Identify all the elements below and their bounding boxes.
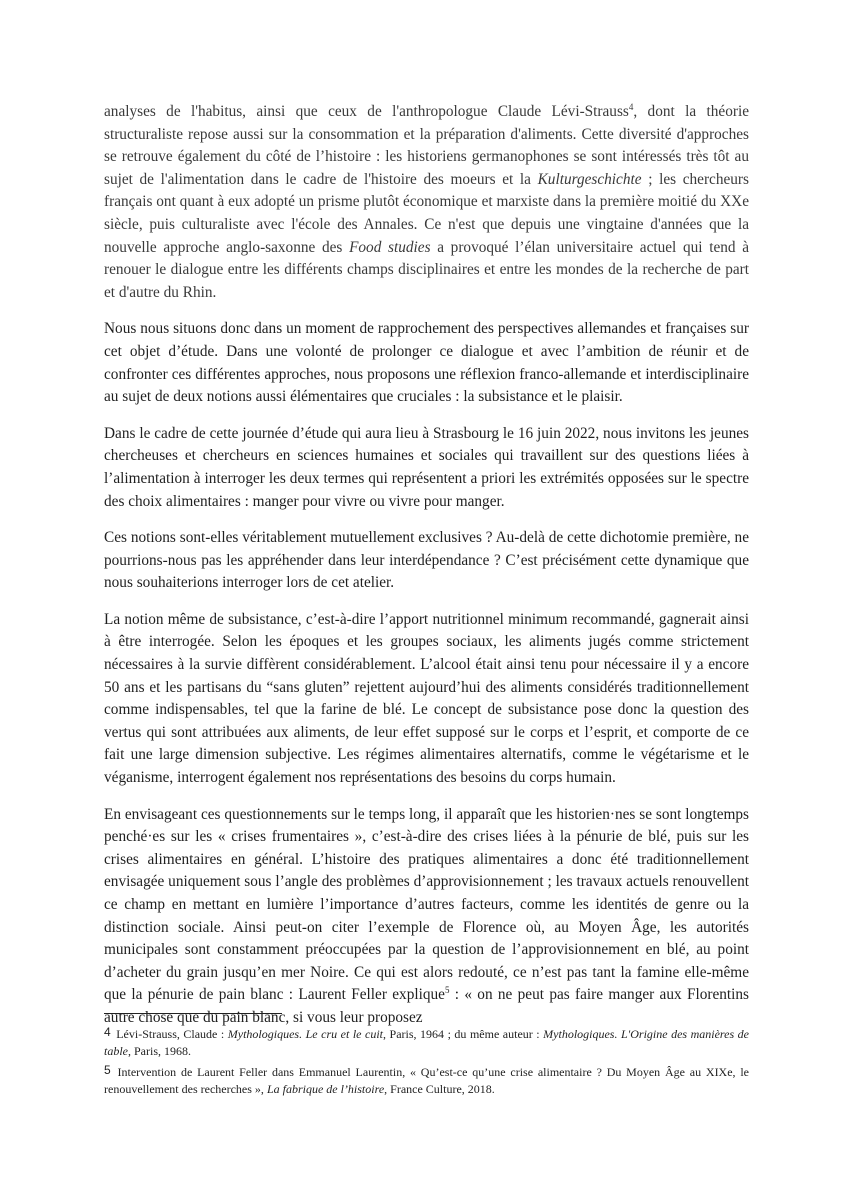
paragraph [104, 101, 749, 304]
text-run: ; les chercheurs français ont quant à eux adopté un prisme plutôt économique et marxiste dans la première moitié du XXe siècle, puis culturaliste avec l'école des Annales. Ce n'est que depuis une vingtaine d'années que la nouvelle approche anglo-saxonne des [104, 170, 749, 256]
footnote-reference[interactable]: 5 [444, 985, 450, 996]
italic-text: Mythologiques. Le cru et le cuit [227, 1027, 384, 1041]
text-run: a provoqué l’élan universitaire actuel qui tend à renouer le dialogue entre les différents champs disciplinaires et entre les mondes de la recherche de part et d'autre du Rhin. [104, 238, 750, 301]
paragraph [104, 423, 749, 513]
italic-text: Mythologiques. L'Origine des manières de table [104, 1027, 749, 1058]
text-run: , France Culture, 2018. [384, 1081, 495, 1096]
text-run: , Paris, 1968. [128, 1043, 191, 1058]
text-run: La notion même de subsistance, c’est-à-dire l’apport nutritionnel minimum recommandé, gagnerait ainsi à être interrogée. Selon les époques et les groupes sociaux, les aliments jugés comme strictement nécessaires à la survie diffèrent considérablement. L’alcool était ainsi tenu pour nécessaire il y a encore 50 ans et les partisans du “sans gluten” rejettent aujourd’hui des aliments considérés traditionnellement comme indispensables, tel que la farine de blé. Le concept de subsistance pose donc la question des vertus qui sont attribuées aux aliments, de leur effet supposé sur le corps et l’esprit, et comporte de ce fait une large dimension subjective. Les régimes alimentaires alternatifs, comme le végétarisme et le véganisme, interrogent également nos représentations des besoins du corps humain. [104, 610, 749, 787]
footnote-separator [104, 1013, 282, 1014]
text-run: En envisageant ces questionnements sur le temps long, il apparaît que les historien·nes se sont longtemps penché·es sur les « crises frumentaires », c’est-à-dire des crises liées à la pénurie de blé, puis sur les crises alimentaires en général. L’histoire des pratiques alimentaires a donc été traditionnellement envisagée uniquement sous l’angle des problèmes d’approvisionnement ; les travaux actuels renouvellent ce champ en mettant en lumière l’importance d’autres facteurs, comme les identités de genre ou la distinction sociale. Ainsi peut-on citer l’exemple de Florence où, au Moyen Âge, les autorités municipales sont constamment préoccupées par la question de l’approvisionnement en blé, au point d’acheter du grain jusqu’en mer Noire. Ce qui est alors redouté, ce n’est pas tant la famine elle-même que la pénurie de pain blanc : Laurent Feller explique [104, 805, 749, 1004]
document-body [104, 101, 749, 1044]
footnotes [104, 1024, 749, 1100]
paragraph [104, 804, 749, 1030]
text-run: , Paris, 1964 ; du même auteur : [383, 1027, 544, 1041]
text-run: Lévi-Strauss, Claude : [116, 1027, 228, 1041]
footnote [104, 1062, 749, 1097]
footnote-reference[interactable]: 4 [628, 101, 634, 112]
text-run: Ces notions sont-elles véritablement mutuellement exclusives ? Au-delà de cette dichotomie première, ne pourrions-nous pas les appréhender dans leur interdépendance ? C’est précisément cette dynamique que nous souhaiterions interroger lors de cet atelier. [104, 529, 749, 592]
text-run: Dans le cadre de cette journée d’étude qui aura lieu à Strasbourg le 16 juin 2022, nous invitons les jeunes chercheuses et chercheurs en sciences humaines et sociales qui travaillent sur des questions liées à l’alimentation à interroger les deux termes qui représentent a priori les extrémités opposées sur le spectre des choix alimentaires : manger pour vivre ou vivre pour manger. [104, 424, 749, 510]
paragraph [104, 527, 749, 595]
paragraph [104, 609, 749, 790]
footnote [104, 1024, 749, 1059]
footnote-number: 5 [104, 1063, 111, 1078]
italic-text: Food studies [349, 238, 431, 256]
italic-text: Kulturgeschichte [537, 170, 642, 188]
text-run: analyses de l'habitus, ainsi que ceux de l'anthropologue Claude Lévi-Strauss [104, 103, 629, 120]
text-run: , dont la théorie structuraliste repose aussi sur la consommation et la préparation d'aliments. Cette diversité d'approches se retrouve également du côté de l’histoire : les historiens germanophones se sont intéressés très tôt au sujet de l'alimentation dans le cadre de l'histoire des moeurs et la [104, 103, 749, 188]
text-run: Nous nous situons donc dans un moment de rapprochement des perspectives allemandes et françaises sur cet objet d’étude. Dans une volonté de prolonger ce dialogue et avec l’ambition de réunir et de confronter ces différentes approches, nous proposons une réflexion franco-allemande et interdisciplinaire au sujet de deux notions aussi élémentaires que cruciales : la subsistance et le plaisir. [104, 320, 749, 406]
paragraph [104, 318, 749, 408]
footnote-number: 4 [104, 1025, 111, 1039]
italic-text: La fabrique de l’histoire [266, 1081, 385, 1096]
footnote-text [104, 1027, 749, 1058]
text-run: Intervention de Laurent Feller dans Emmanuel Laurentin, « Qu’est-ce qu’une crise alimentaire ? Du Moyen Âge au XIXe, le renouvellement des recherches », [104, 1065, 750, 1096]
footnote-text [104, 1065, 749, 1096]
text-run: : « on ne peut pas faire manger aux Florentins autre chose que du pain blanc, si vous leur proposez [104, 986, 749, 1026]
